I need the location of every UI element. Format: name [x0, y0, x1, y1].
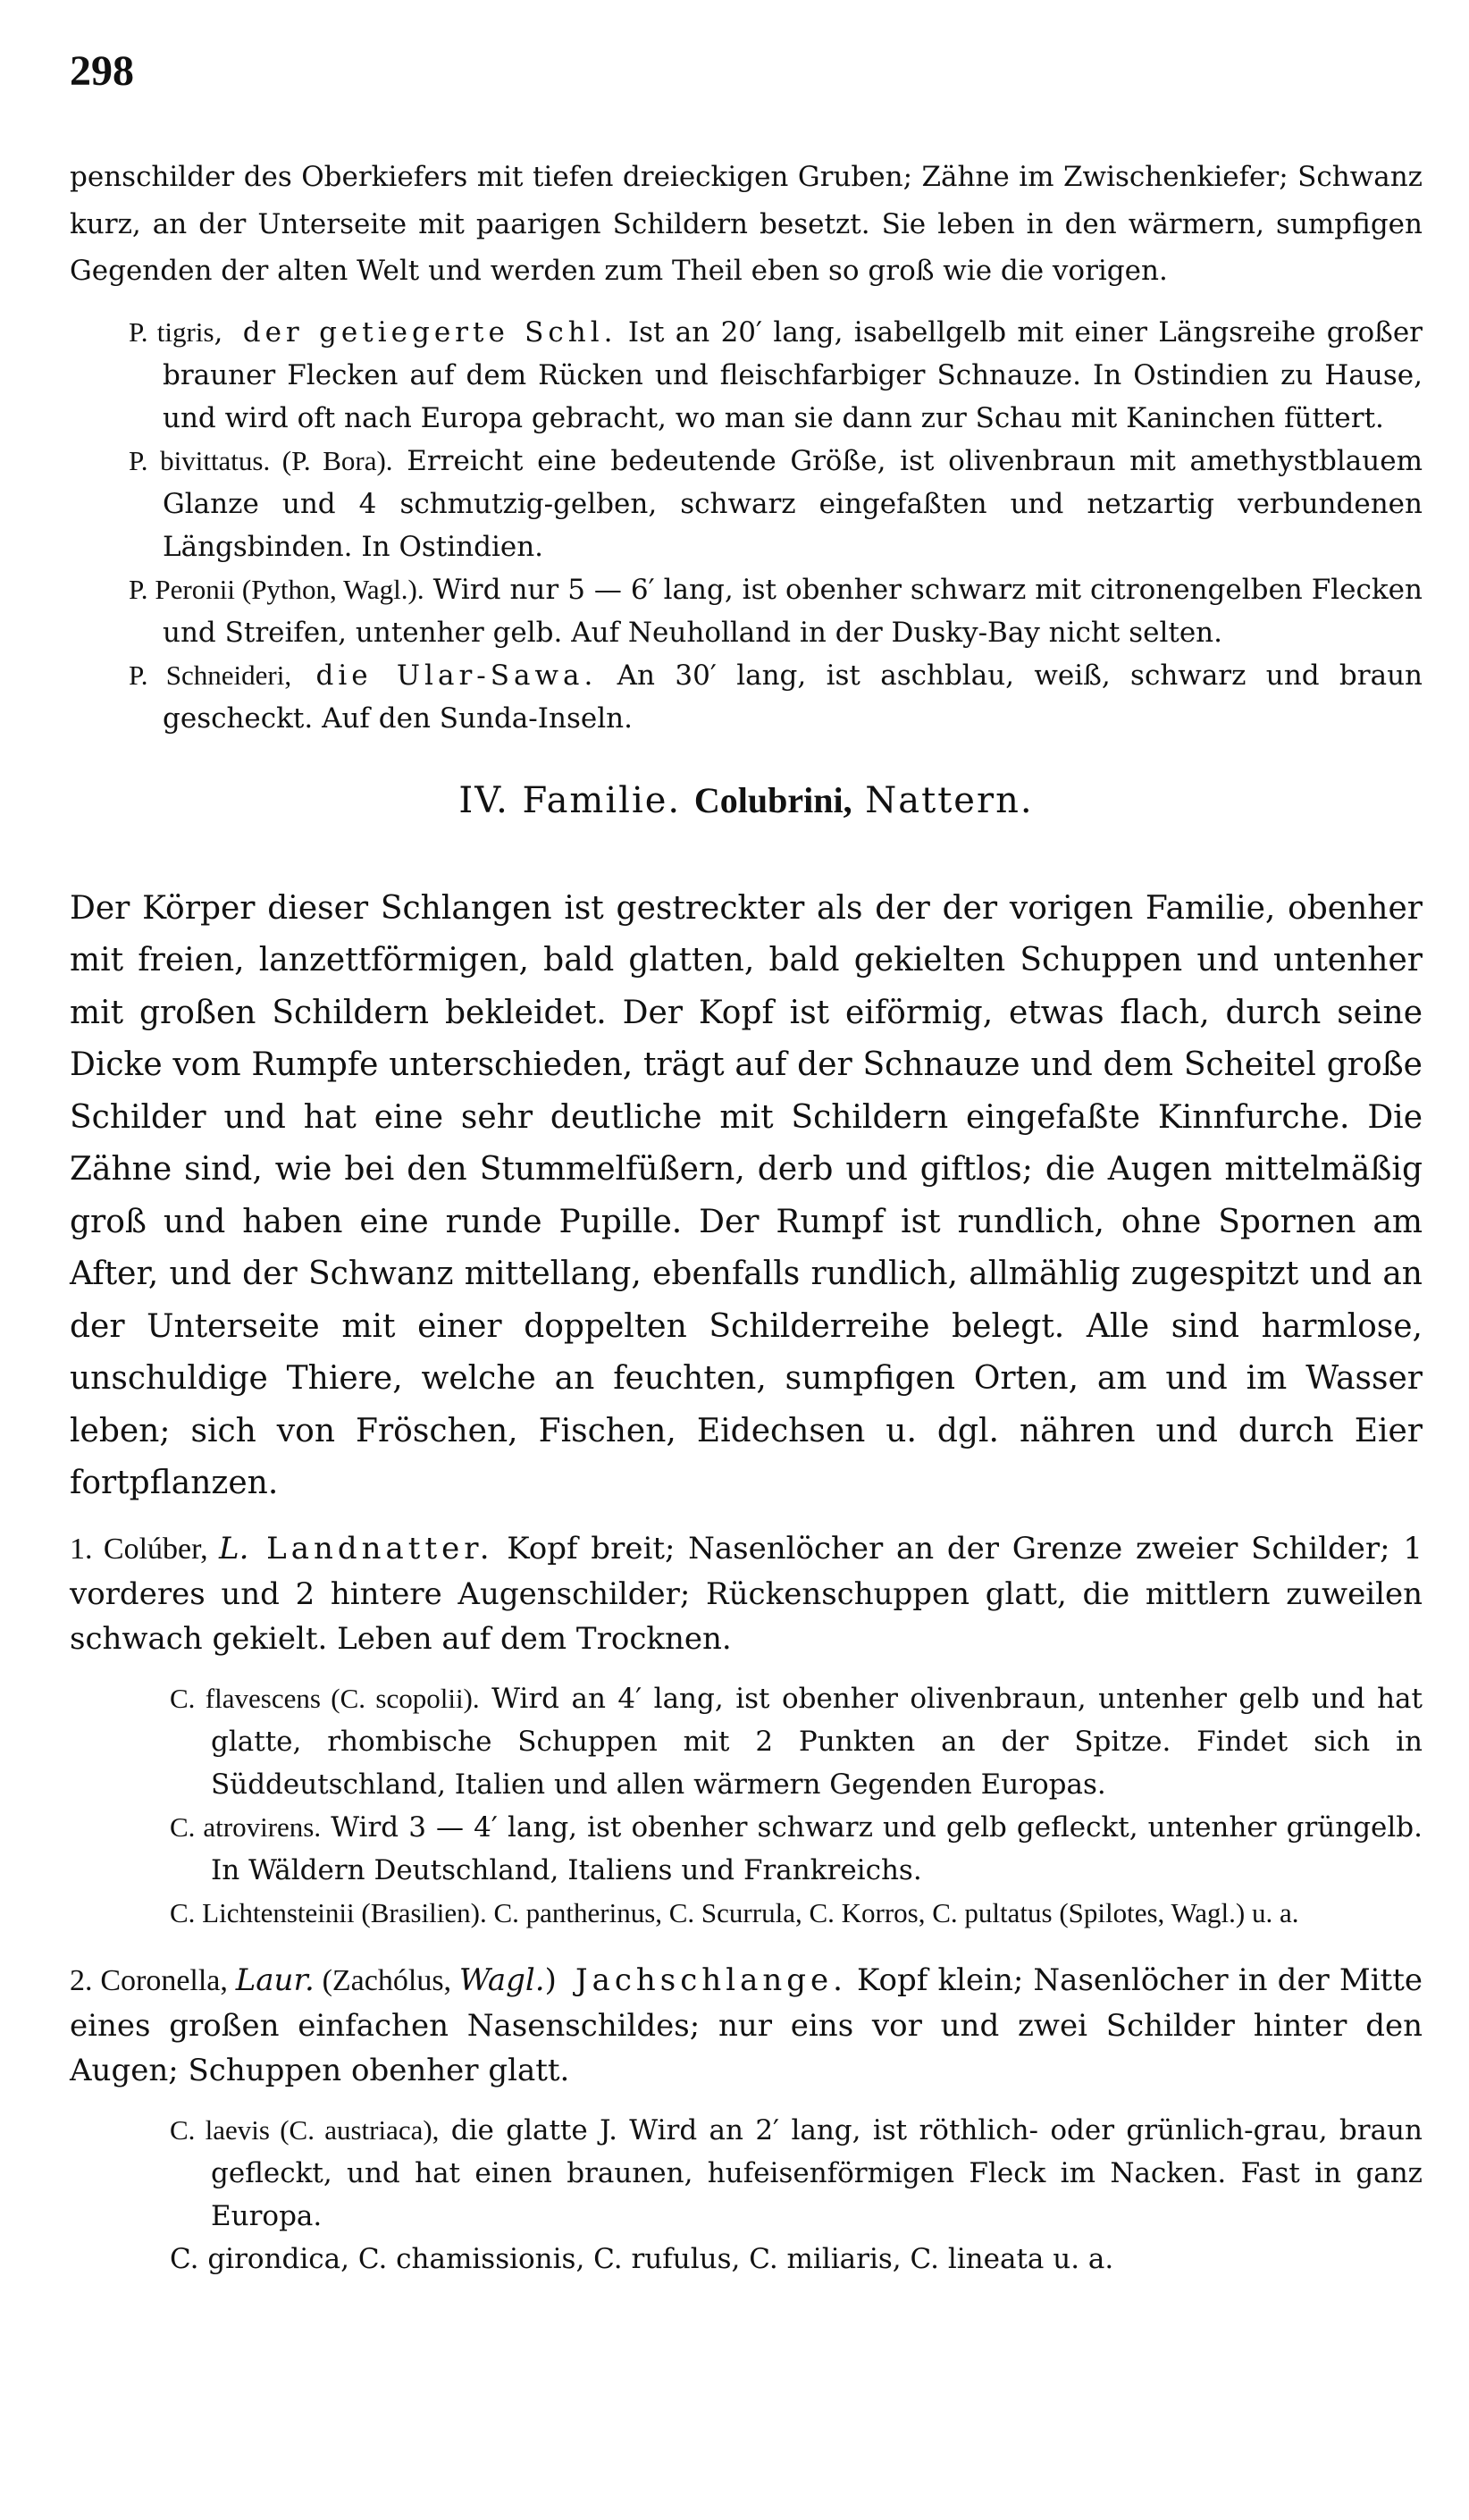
- family-description: Der Körper dieser Schlangen ist gestreckter als der der vorigen Familie, obenher mit freien, lanzettförmigen, bald glatten, bald gekielten Schuppen und untenher mit großen Schildern bekleidet. Der Kopf ist eiförmig, etwas flach, durch seine Dicke vom Rumpfe unterschieden, trägt auf der Schnauze und dem Scheitel große Schilder und hat eine sehr deutliche mit Schildern eingefaßte Kinnfurche. Die Zähne sind, wie bei den Stummelfüßern, derb und giftlos; die Augen mittelmäßig groß und haben eine runde Pupille. Der Rumpf ist rundlich, ohne Spornen am After, und der Schwanz mittellang, ebenfalls rundlich, allmählig zugespitzt und an der Unterseite mit einer doppelten Schilderreihe belegt. Alle sind harmlose, unschuldige Thiere, welche an feuchten, sumpfigen Orten, am und im Wasser leben; sich von Fröschen, Fischen, Eidechsen u. dgl. nähren und durch Eier fortpflanzen.: [70, 889, 1423, 1501]
- genus-number: 2.: [70, 1963, 93, 1997]
- genus-synonym-author: Wagl.: [458, 1961, 545, 1998]
- family-heading-suffix: Nattern.: [852, 779, 1034, 821]
- species-name: P. tigris: [129, 315, 214, 348]
- species-entry-tigris: [70, 311, 1423, 440]
- species-name: C. atrovirens.: [170, 1810, 322, 1843]
- genus-text: Kopf breit; Nasenlöcher an der Grenze zweier Schilder; 1 vorderes und 2 hintere Augenschilder; Rückenschuppen glatt, die mittlern zuweilen schwach gekielt. Leben auf dem Trocknen.: [70, 1530, 1423, 1657]
- species-name: P. bivittatus. (P. Bora).: [129, 444, 393, 476]
- genus-entry-coluber: [70, 1526, 1423, 1661]
- genus-name: Coronella,: [92, 1963, 236, 1997]
- species-text: Wird 3 — 4′ lang, ist obenher schwarz und gelb gefleckt, untenher grüngelb. In Wäldern Deutschland, Italiens und Frankreichs.: [211, 1810, 1423, 1886]
- genus-author: L.: [219, 1530, 249, 1567]
- species-entry-schneideri: [70, 654, 1423, 740]
- intro-paragraph: penschilder des Oberkiefers mit tiefen dreieckigen Gruben; Zähne im Zwischenkiefer; Schwanz kurz, an der Unterseite mit paarigen Schildern besetzt. Sie leben in den wärmern, sumpfigen Gegenden der alten Welt und werden zum Theil eben so groß wie die vorigen.: [70, 161, 1423, 287]
- species-entry-lichtensteinii: [70, 1892, 1423, 1935]
- species-entry-laevis: [70, 2109, 1423, 2238]
- species-name: C. flavescens (C. scopolii).: [170, 1682, 480, 1714]
- species-name: P. Schneideri,: [129, 659, 292, 691]
- species-entry-flavescens: [70, 1677, 1423, 1806]
- species-name: P. Peronii (Python, Wagl.).: [129, 573, 424, 605]
- species-text: Wird an 4′ lang, ist obenher olivenbraun, untenher gelb und hat glatte, rhombische Schuppen mit 2 Punkten an der Spitze. Findet sich in Süddeutschland, Italien und allen wärmern Gegenden Europas.: [211, 1682, 1423, 1801]
- trailing-species-list: C. girondica, C. chamissionis, C. rufulus, C. miliaris, C. lineata u. a.: [170, 2242, 1114, 2275]
- species-common-name: , der getiegerte Schl.: [214, 315, 617, 349]
- genus-number: 1.: [70, 1532, 93, 1566]
- species-name: C. Lichtensteinii (Brasilien). C. pantherinus, C. Scurrula, C. Korros, C. pultatus (Spilotes, Wagl.) u. a.: [170, 1896, 1299, 1928]
- species-text: Erreicht eine bedeutende Größe, ist olivenbraun mit amethystblauem Glanze und 4 schmutzig-gelben, schwarz eingefaßten und netzartig verbundenen Längsbinden. In Ostindien.: [163, 444, 1423, 563]
- genus-entry-coronella: [70, 1958, 1423, 2093]
- family-heading-name: Colubrini,: [693, 779, 852, 820]
- species-entry-peronii: [70, 568, 1423, 654]
- species-name: C. laevis (C. austriaca),: [170, 2113, 440, 2146]
- family-heading: [70, 774, 1423, 827]
- species-text: Ist an 20′ lang, isabellgelb mit einer Längsreihe großer brauner Flecken auf dem Rücken und fleischfarbiger Schnauze. In Ostindien zu Hause, und wird oft nach Europa gebracht, wo man sie dann zur Schau mit Kaninchen füttert.: [163, 315, 1423, 434]
- species-text: die glatte J. Wird an 2′ lang, ist röthlich- oder grünlich-grau, braun gefleckt, und hat einen braunen, hufeisenförmigen Fleck im Nacken. Fast in ganz Europa.: [211, 2113, 1423, 2232]
- genus-author: Laur.: [235, 1961, 315, 1998]
- genus-common-name: ) Jachschlange.: [544, 1961, 847, 1998]
- page-number: 298: [70, 47, 134, 95]
- genus-synonym: (Zachólus,: [314, 1963, 459, 1997]
- genus-text: Kopf klein; Nasenlöcher in der Mitte eines großen einfachen Nasenschildes; nur eins vor und zwei Schilder hinter den Augen; Schuppen obenher glatt.: [70, 1961, 1423, 2088]
- species-entry-bivittatus: [70, 440, 1423, 568]
- species-text: An 30′ lang, ist aschblau, weiß, schwarz und braun gescheckt. Auf den Sunda-Inseln.: [163, 659, 1423, 735]
- family-heading-prefix: IV. Familie.: [458, 779, 682, 821]
- species-entry-atrovirens: [70, 1806, 1423, 1892]
- genus-common-name: Landnatter.: [248, 1530, 494, 1567]
- species-text: Wird nur 5 — 6′ lang, ist obenher schwarz mit citronengelben Flecken und Streifen, untenher gelb. Auf Neuholland in der Dusky-Bay nicht selten.: [163, 573, 1423, 649]
- species-common-name: die Ular-Sawa.: [291, 659, 598, 692]
- genus-name: Colúber,: [92, 1532, 219, 1566]
